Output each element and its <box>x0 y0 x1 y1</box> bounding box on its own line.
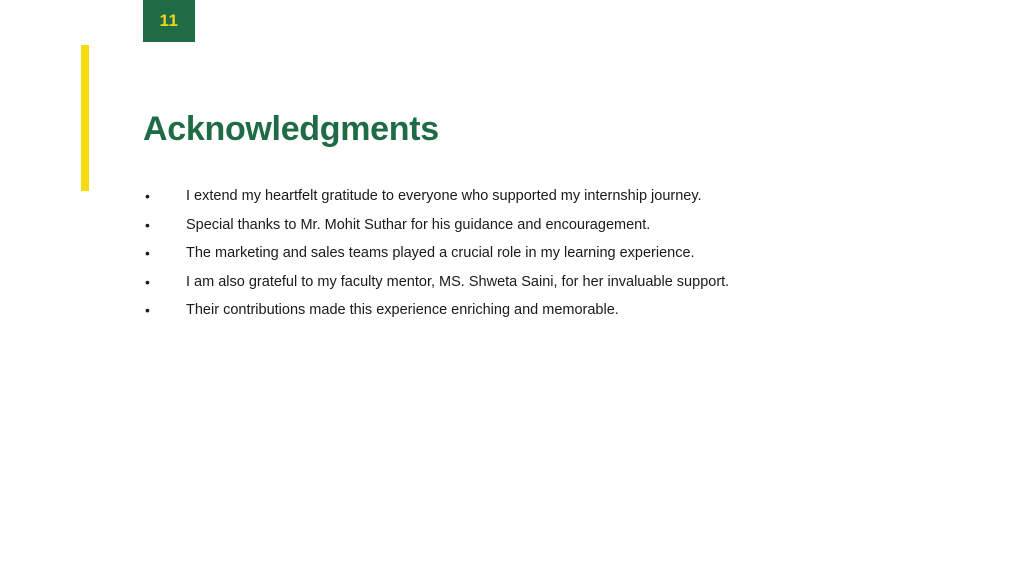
bullet-item <box>143 211 903 240</box>
bullet-item <box>143 268 903 297</box>
bullet-item <box>143 296 903 325</box>
slide-title: Acknowledgments <box>143 110 439 148</box>
page-number: 11 <box>159 11 179 30</box>
bullet-icon: • <box>145 216 150 233</box>
bullet-icon: • <box>145 188 150 205</box>
bullet-icon: • <box>145 245 150 262</box>
bullet-list <box>143 182 903 325</box>
bullet-text: I extend my heartfelt gratitude to everyone who supported my internship journey. <box>186 188 702 205</box>
accent-bar <box>81 45 89 191</box>
bullet-text: The marketing and sales teams played a crucial role in my learning experience. <box>186 245 695 262</box>
bullet-icon: • <box>145 273 150 290</box>
bullet-text: Special thanks to Mr. Mohit Suthar for his guidance and encouragement. <box>186 216 651 233</box>
bullet-text: I am also grateful to my faculty mentor, MS. Shweta Saini, for her invaluable support. <box>186 273 730 290</box>
page-number-badge <box>143 0 195 42</box>
bullet-icon: • <box>145 302 150 319</box>
bullet-item <box>143 182 903 211</box>
bullet-text: Their contributions made this experience enriching and memorable. <box>186 302 619 319</box>
bullet-item <box>143 239 903 268</box>
